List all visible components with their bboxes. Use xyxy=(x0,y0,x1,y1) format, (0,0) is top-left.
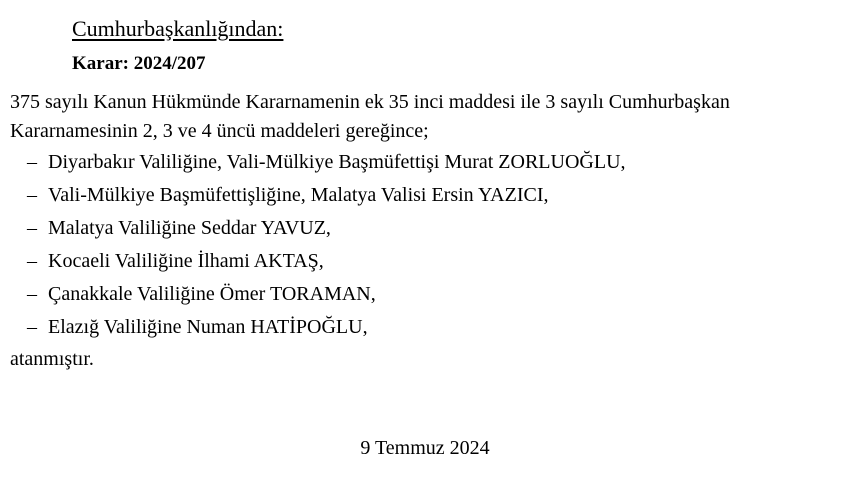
bullet-dash-icon: – xyxy=(27,283,37,305)
bullet-dash-icon: – xyxy=(27,316,37,338)
bullet-dash-icon: – xyxy=(27,151,37,173)
list-item xyxy=(10,212,840,245)
list-item-label: Elazığ Valiliğine Numan HATİPOĞLU, xyxy=(48,316,368,338)
document-heading xyxy=(10,14,840,44)
document-date: 9 Temmuz 2024 xyxy=(360,437,490,459)
list-item xyxy=(10,179,840,212)
decision-number: Karar: 2024/207 xyxy=(72,53,206,74)
list-item-label: Vali-Mülkiye Başmüfettişliğine, Malatya Valisi Ersin YAZICI, xyxy=(48,184,549,206)
list-item-label: Kocaeli Valiliğine İlhami AKTAŞ, xyxy=(48,250,324,272)
intro-line-2: Kararnamesinin 2, 3 ve 4 üncü maddeleri gereğince; xyxy=(10,120,429,142)
bullet-dash-icon: – xyxy=(27,250,37,272)
bullet-dash-icon: – xyxy=(27,184,37,206)
list-item-label: Çanakkale Valiliğine Ömer TORAMAN, xyxy=(48,283,376,305)
list-item xyxy=(10,278,840,311)
closing-text: atanmıştır. xyxy=(10,348,94,370)
document-body xyxy=(10,88,840,374)
list-item xyxy=(10,245,840,278)
document-heading-text: Cumhurbaşkanlığından: xyxy=(72,16,284,41)
list-item-label: Malatya Valiliğine Seddar YAVUZ, xyxy=(48,217,331,239)
list-item xyxy=(10,311,840,344)
intro-line-1: 375 sayılı Kanun Hükmünde Kararnamenin ek 35 inci maddesi ile 3 sayılı Cumhurbaşkan xyxy=(10,91,730,113)
list-item xyxy=(10,146,840,179)
list-item-label: Diyarbakır Valiliğine, Vali-Mülkiye Başmüfettişi Murat ZORLUOĞLU, xyxy=(48,151,626,173)
appointments-list xyxy=(10,146,840,344)
bullet-dash-icon: – xyxy=(27,217,37,239)
